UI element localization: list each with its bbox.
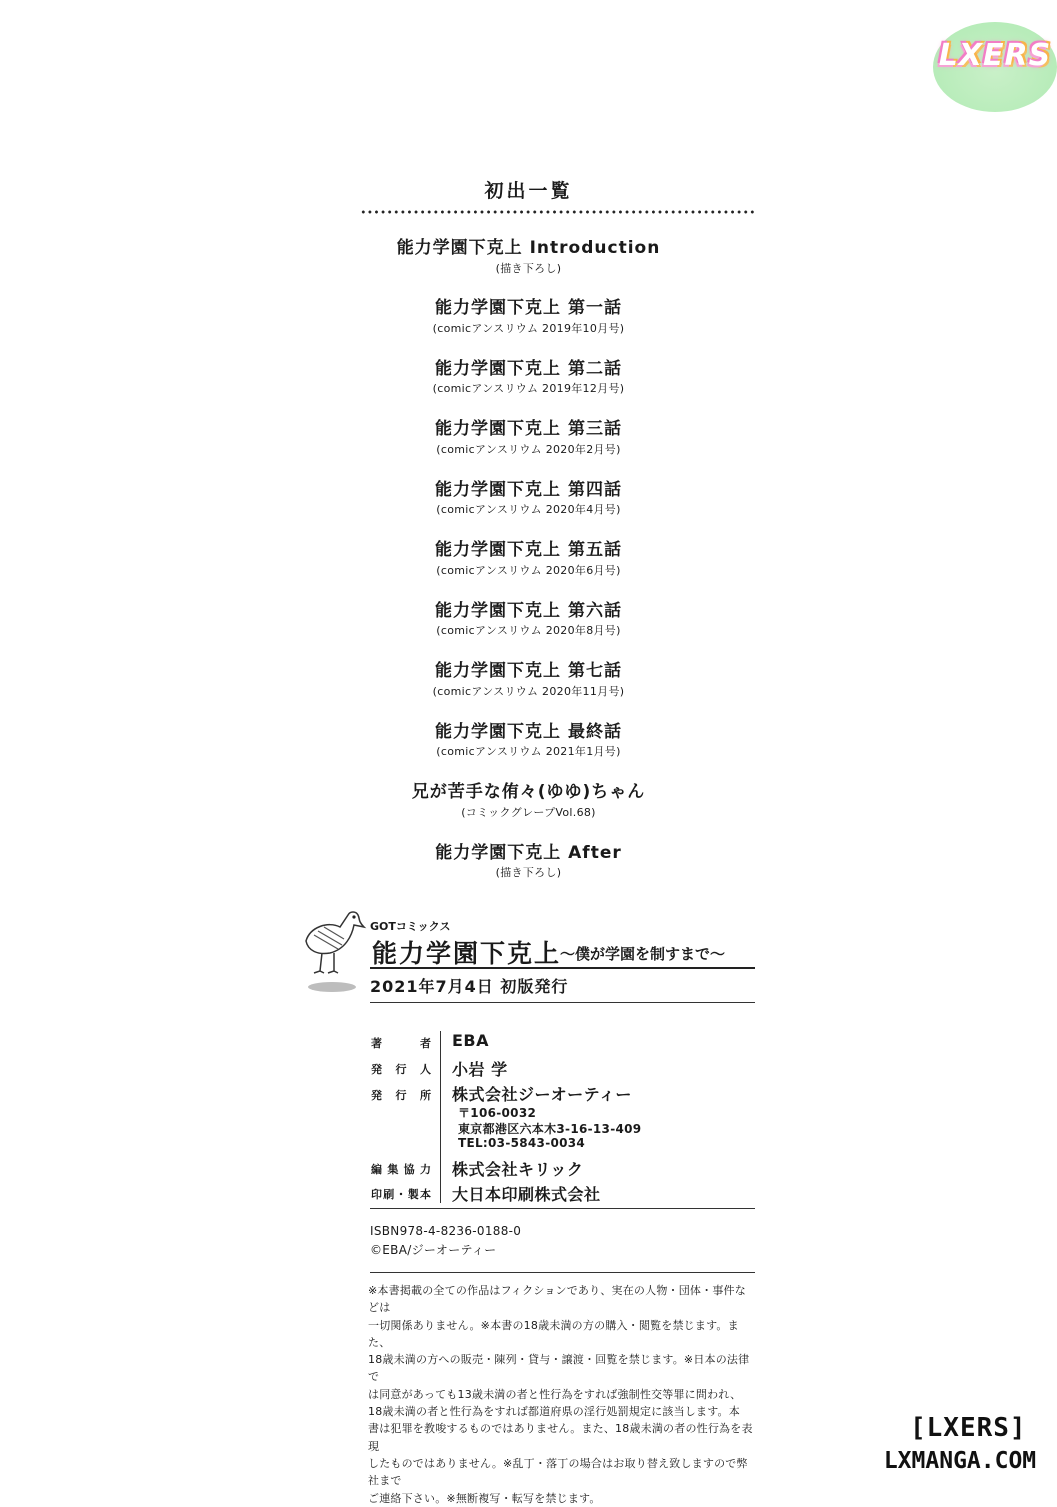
notice-line: ご連絡下さい。※無断複写・転写を禁じます。 bbox=[368, 1491, 601, 1505]
credit-label-publisher: 発行人 bbox=[371, 1063, 431, 1076]
notice-rule bbox=[370, 1272, 755, 1273]
entry-title: 能力学園下克上 最終話 bbox=[435, 722, 622, 742]
entry-title: 能力学園下克上 After bbox=[435, 843, 622, 863]
notice-line: ※本書掲載の全ての作品はフィクションであり、実在の人物・団体・事件などは bbox=[368, 1284, 746, 1315]
address-street: 東京都港区六本木3-16-13-409 bbox=[458, 1122, 642, 1136]
publish-date: 2021年7月4日 初版発行 bbox=[370, 977, 569, 996]
entry-note: (comicアンスリウム 2021年1月号) bbox=[436, 745, 621, 758]
credits-rule bbox=[370, 1208, 755, 1209]
entry-note: (comicアンスリウム 2019年12月号) bbox=[432, 382, 625, 395]
entry-note: (comicアンスリウム 2020年11月号) bbox=[432, 685, 625, 698]
notice-line: 書は犯罪を教唆するものではありません。また、18歳未満の者の性行為を表現 bbox=[368, 1422, 753, 1453]
notice-line: 一切関係ありません。※本書の18歳未満の方の購入・閲覧を禁じます。また、 bbox=[368, 1318, 739, 1349]
entry-title: 能力学園下克上 第二話 bbox=[435, 359, 622, 379]
entry-note: (コミックグレープVol.68) bbox=[461, 806, 596, 819]
credit-label-printing: 印刷・製本 bbox=[371, 1188, 431, 1201]
entry-title: 能力学園下克上 第一話 bbox=[435, 298, 622, 318]
corner-badge-text: LXERS bbox=[938, 38, 1052, 73]
credits-divider bbox=[440, 1031, 441, 1203]
bird-mascot-icon bbox=[298, 905, 370, 995]
title-rule bbox=[370, 967, 755, 969]
page-heading: 初出一覧 bbox=[484, 180, 573, 202]
entry-note: (描き下ろし) bbox=[495, 866, 562, 879]
entry-note: (comicアンスリウム 2020年6月号) bbox=[436, 564, 621, 577]
notice-line: したものではありません。※乱丁・落丁の場合はお取り替え致しますので弊社まで bbox=[368, 1456, 748, 1488]
watermark-line2: LXMANGA.COM bbox=[883, 1448, 1037, 1474]
credit-value-author: EBA bbox=[452, 1031, 490, 1050]
entry-title: 兄が苦手な侑々(ゆゆ)ちゃん bbox=[411, 782, 646, 802]
address-postal: 〒106-0032 bbox=[458, 1106, 537, 1120]
book-title: 能力学園下克上 bbox=[372, 939, 562, 968]
entry-title: 能力学園下克上 第四話 bbox=[435, 480, 622, 500]
entry-title: 能力学園下克上 第三話 bbox=[435, 419, 622, 439]
dotted-divider bbox=[360, 210, 755, 214]
copyright: ©EBA/ジーオーティー bbox=[370, 1243, 497, 1257]
credit-value-editorial: 株式会社キリック bbox=[452, 1160, 584, 1179]
entry-note: (comicアンスリウム 2020年2月号) bbox=[436, 443, 621, 456]
watermark-line1: [LXERS] bbox=[910, 1413, 1027, 1443]
book-subtitle: 〜僕が学園を制すまで〜 bbox=[560, 945, 726, 963]
credit-value-publisher: 小岩 学 bbox=[452, 1060, 508, 1079]
credit-value-office: 株式会社ジーオーティー bbox=[452, 1085, 632, 1104]
entry-note: (comicアンスリウム 2020年8月号) bbox=[436, 624, 621, 637]
credit-value-printing: 大日本印刷株式会社 bbox=[452, 1185, 601, 1204]
entry-title: 能力学園下克上 第七話 bbox=[435, 661, 622, 681]
address-phone: TEL:03-5843-0034 bbox=[458, 1136, 586, 1150]
legal-notice bbox=[368, 1282, 756, 1507]
entry-title: 能力学園下克上 Introduction bbox=[396, 238, 661, 258]
notice-line: 18歳未満の方への販売・陳列・貸与・譲渡・回覧を禁じます。※日本の法律で bbox=[368, 1353, 750, 1384]
notice-line: は同意があっても13歳未満の者と性行為をすれば強制性交等罪に問われ、 bbox=[368, 1387, 742, 1401]
entry-note: (comicアンスリウム 2020年4月号) bbox=[436, 503, 621, 516]
entry-title: 能力学園下克上 第六話 bbox=[435, 601, 622, 621]
imprint-label: GOTコミックス bbox=[370, 920, 451, 933]
entry-title: 能力学園下克上 第五話 bbox=[435, 540, 622, 560]
date-rule bbox=[370, 1002, 755, 1003]
credit-label-editorial: 編集協力 bbox=[371, 1163, 431, 1176]
isbn: ISBN978-4-8236-0188-0 bbox=[370, 1224, 522, 1238]
notice-line: 18歳未満の者と性行為をすれば都道府県の淫行処罰規定に該当します。本 bbox=[368, 1405, 740, 1419]
entry-note: (comicアンスリウム 2019年10月号) bbox=[432, 322, 625, 335]
credit-label-author: 著者 bbox=[371, 1037, 431, 1050]
credit-label-office: 発行所 bbox=[371, 1089, 431, 1102]
entry-note: (描き下ろし) bbox=[495, 262, 562, 275]
